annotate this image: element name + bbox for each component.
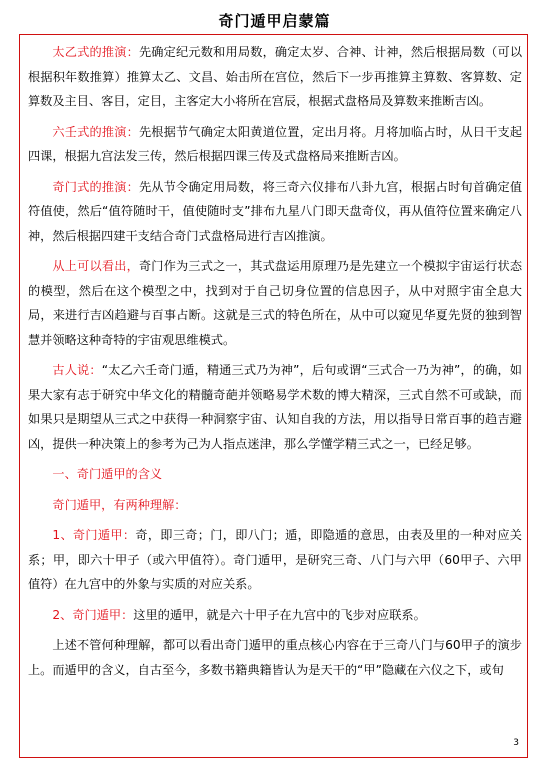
text-qimen: 先从节令确定用局数，将三奇六仪排布八卦九宫，根据占时旬首确定值符值使，然后“值符随时干，值使随时支”排布九星八门即天盘奇仪，再从值符位置来确定八神，然后根据四建干支结合奇门式盘格局进行吉凶推演。 [28,179,523,243]
text-taiyi: 先确定纪元数和用局数，确定太岁、合神、计神，然后根据局数（可以根据积年数推算）推算太乙、文昌、始击所在宫位，然后下一步再推算主算数、客算数、定算数及主目、客目，定目，主客定大小将所在宫辰，根据式盘格局及算数来推断吉凶。 [28,45,523,108]
label-taiyi: 太乙式的推演： [52,45,139,59]
page-title: 奇门遁甲启蒙篇 [218,12,331,30]
label-understanding-1: 1、奇门遁甲： [52,528,136,542]
paragraph-liuren [28,120,522,169]
text-summary: 奇门作为三式之一，其式盘运用原理乃是先建立一个模拟宇宙运行状态的模型，然后在这个模型之中，找到对于自己切身位置的信息因子，从中对照宇宙全息大局，来进行吉凶趋避与百事占断。这就是三式的特色所在，从中可以窥见华夏先贤的独到智慧并领略这种奇特的宇宙观思维模式。 [28,259,523,347]
text-understanding-2: 这里的遁甲，就是六十甲子在九宫中的飞步对应联系。 [133,607,426,622]
paragraph-conclusion: 上述不管何种理解，都可以看出奇门遁甲的重点核心内容在于三奇八门与60甲子的演步上。而遁甲的含义，自古至今，多数书籍典籍皆认为是天干的“甲”隐藏在六仪之下，或旬 [28,638,522,677]
page-number: 3 [513,738,519,748]
section-subheading-two-understandings: 奇门遁甲，有两种理解： [52,497,187,512]
paragraph-ancients [28,358,522,456]
document-body [28,40,522,688]
label-summary: 从上可以看出， [52,259,139,273]
label-ancients: 古人说： [52,363,102,377]
paragraph-understanding-2 [28,603,522,628]
label-liuren: 六壬式的推演： [52,124,139,139]
paragraph-summary [28,254,522,352]
label-understanding-2: 2、奇门遁甲： [52,607,134,622]
paragraph-qimen [28,175,522,249]
section-heading-meaning: 一、奇门遁甲的含义 [52,467,163,481]
text-understanding-1: 奇，即三奇；门，即八门；遁，即隐遁的意思，由表及里的一种对应关系；甲，即六十甲子（或六甲值符）。奇门遁甲，是研究三奇、八门与六甲（60甲子、六甲值符）在九宫中的外象与实质的对应关系。 [28,528,522,591]
text-ancients: “太乙六壬奇门遁，精通三式乃为神”，后句或谓“三式合一乃为神”，的确，如果大家有志于研究中华文化的精髓奇葩并领略易学术数的博大精深，三式自然不可或缺，而如果只是期望从三式之中获得一种洞察宇宙、认知自我的方法，用以指导日常百事的趋吉避凶，提供一种决策上的参考为己为人指点迷津，那么学懂学精三式之一，已经足够。 [28,363,522,451]
text-liuren: 先根据节气确定太阳黄道位置，定出月将。月将加临占时，从日干支起四课，根据九宫法发三传，然后根据四课三传及式盘格局来推断吉凶。 [28,124,523,163]
paragraph-taiyi [28,40,522,114]
paragraph-understanding-1 [28,523,522,597]
label-qimen: 奇门式的推演： [52,179,139,194]
